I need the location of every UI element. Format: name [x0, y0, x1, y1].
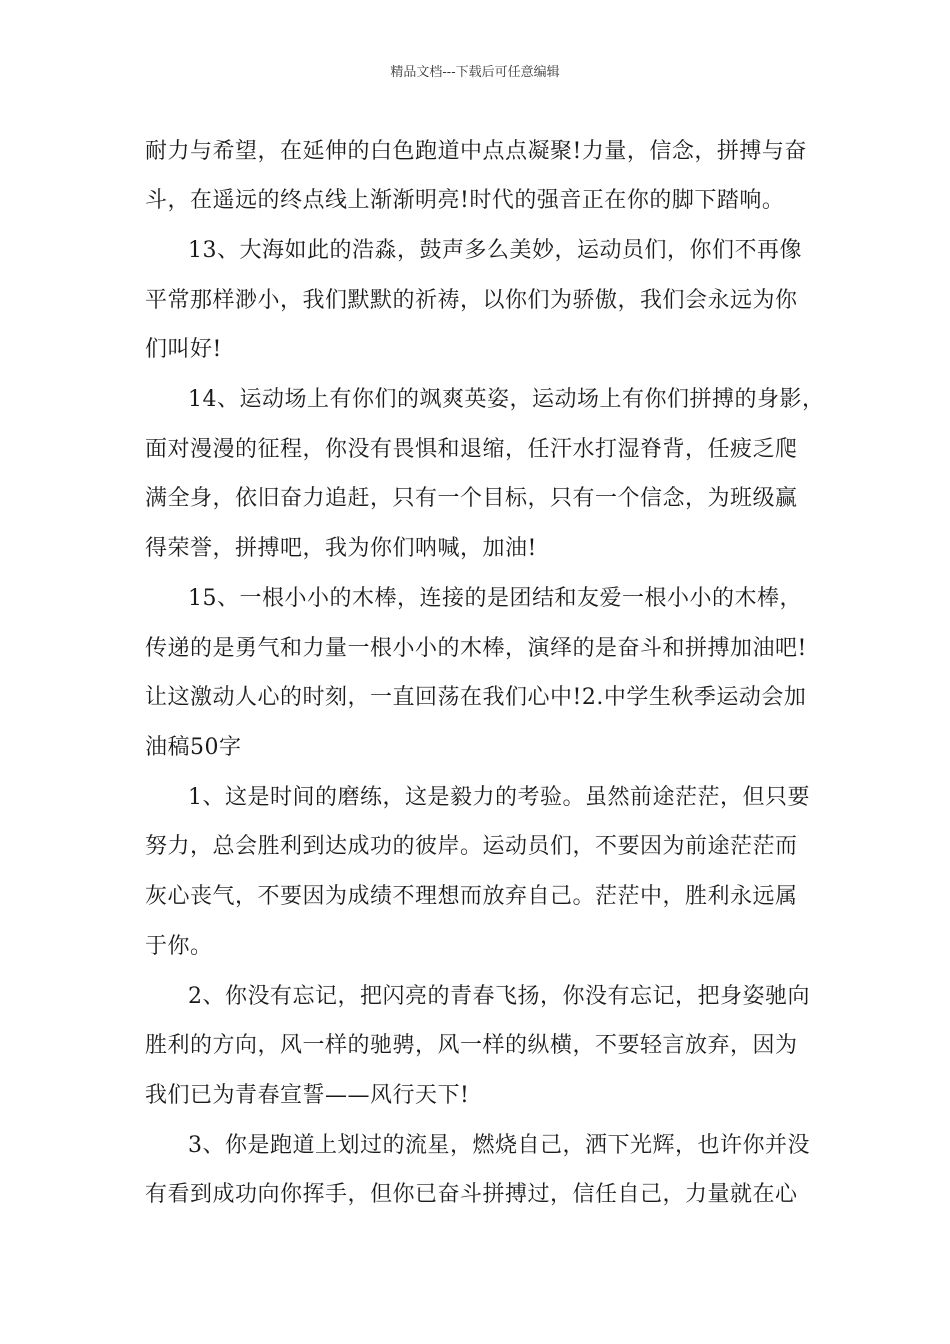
text-line: 于你。: [145, 934, 213, 959]
text-line: 斗，在遥远的终点线上渐渐明亮!时代的强音正在你的脚下踏响。: [145, 188, 785, 213]
text-line: 我们已为青春宣誓——风行天下!: [145, 1083, 470, 1108]
paragraph-1-start: 1、这是时间的磨练，这是毅力的考验。虽然前途茫茫，但只要: [188, 785, 810, 810]
paragraph-2-start: 2、你没有忘记，把闪亮的青春飞扬，你没有忘记，把身姿驰向: [188, 984, 810, 1009]
paragraph-3-start: 3、你是跑道上划过的流星，燃烧自己，洒下光辉，也许你并没: [188, 1133, 810, 1158]
text-line: 油稿50字: [145, 735, 242, 760]
paragraph-13-start: 13、大海如此的浩淼，鼓声多么美妙，运动员们，你们不再像: [188, 238, 802, 263]
text-line: 面对漫漫的征程，你没有畏惧和退缩，任汗水打湿脊背，任疲乏爬: [145, 437, 798, 462]
text-line: 有看到成功向你挥手，但你已奋斗拼搏过，信任自己，力量就在心: [145, 1182, 798, 1207]
page-header: 精品文档---下载后可任意编辑: [390, 65, 560, 80]
text-line: 胜利的方向，风一样的驰骋，风一样的纵横，不要轻言放弃，因为: [145, 1033, 798, 1058]
text-line: 传递的是勇气和力量一根小小的木棒，演绎的是奋斗和拼搏加油吧!: [145, 636, 807, 661]
text-line: 得荣誉，拼搏吧，我为你们呐喊，加油!: [145, 536, 537, 561]
text-line: 灰心丧气，不要因为成绩不理想而放弃自己。茫茫中，胜利永远属: [145, 884, 798, 909]
text-line: 满全身，依旧奋力追赶，只有一个目标，只有一个信念，为班级赢: [145, 486, 798, 511]
text-line: 让这激动人心的时刻，一直回荡在我们心中!2.中学生秋季运动会加: [145, 685, 807, 710]
text-line: 们叫好!: [145, 337, 222, 362]
text-line: 平常那样渺小，我们默默的祈祷，以你们为骄傲，我们会永远为你: [145, 288, 798, 313]
text-line: 努力，总会胜利到达成功的彼岸。运动员们，不要因为前途茫茫而: [145, 834, 798, 859]
text-line: 耐力与希望，在延伸的白色跑道中点点凝聚!力量，信念，拼搏与奋: [145, 139, 807, 164]
paragraph-15-start: 15、一根小小的木棒，连接的是团结和友爱一根小小的木棒，: [188, 586, 802, 611]
paragraph-14-start: 14、运动场上有你们的飒爽英姿，运动场上有你们拼搏的身影，: [188, 387, 825, 412]
